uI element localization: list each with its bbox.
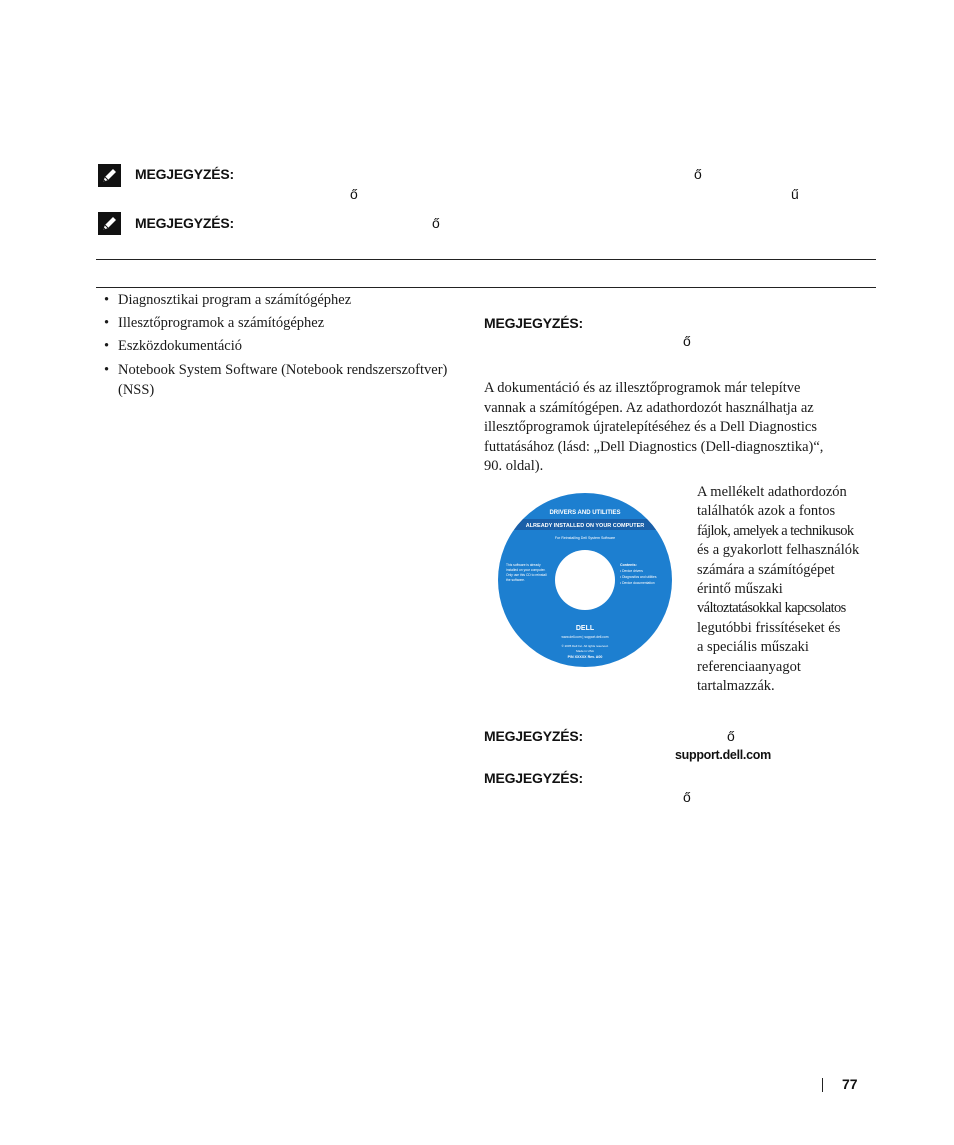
cd-description-line: A mellékelt adathordozón bbox=[697, 484, 847, 500]
cd-description-line: a speciális műszaki bbox=[697, 639, 809, 656]
cd-description-line: és a gyakorlott felhasználók bbox=[697, 542, 860, 559]
right-note-3-label: MEGJEGYZÉS: bbox=[484, 770, 583, 786]
top-note-2-char-1: ő bbox=[432, 215, 440, 231]
cd-description-line: legutóbbi frissítéseket és bbox=[697, 619, 841, 636]
note-pencil-icon bbox=[98, 212, 121, 235]
cd-description-line: találhatók azok a fontos bbox=[697, 503, 836, 520]
cd-description-line: referenciaanyagot bbox=[697, 658, 801, 675]
cd-contents-item: • Device documentation bbox=[620, 581, 655, 585]
cd-description-line: érintő műszaki bbox=[697, 581, 783, 598]
right-note-3-char: ő bbox=[683, 789, 691, 805]
cd-subtitle: For Reinstalling Dell System Software bbox=[554, 536, 616, 540]
page-number: 77 bbox=[842, 1076, 858, 1092]
paragraph-line: futtatásához (lásd: „Dell Diagnostics (Dell-diagnosztika)“, bbox=[484, 438, 824, 455]
cd-contents-item: • Diagnostics and utilities bbox=[620, 575, 657, 579]
top-note-2-label: MEGJEGYZÉS: bbox=[135, 215, 234, 231]
cd-description bbox=[697, 483, 877, 696]
top-note-1-char-1: ő bbox=[694, 166, 702, 182]
cd-left-text-line: installed on your computer. bbox=[506, 568, 546, 572]
cd-description-line: tartalmazzák. bbox=[697, 678, 775, 695]
cd-description-line: számára a számítógépet bbox=[697, 561, 835, 578]
cd-description-line: fájlok, amelyek a technikusok bbox=[697, 522, 854, 539]
list-item-continuation-text: (NSS) bbox=[118, 382, 155, 398]
note-pencil-icon bbox=[98, 164, 121, 187]
support-link[interactable]: support.dell.com bbox=[675, 748, 771, 762]
top-note-1-char-2: ő bbox=[350, 186, 358, 202]
table-top-rule bbox=[96, 259, 876, 260]
cd-contents-item: • Device drivers bbox=[620, 569, 643, 573]
list-item: • Diagnosztikai program a számítógéphez bbox=[104, 289, 474, 312]
list-item: • Eszközdokumentáció bbox=[104, 335, 474, 358]
table-header-rule bbox=[96, 287, 876, 288]
paragraph-line: vannak a számítógépen. Az adathordozót használhatja az bbox=[484, 399, 814, 416]
top-note-1-label: MEGJEGYZÉS: bbox=[135, 166, 234, 182]
cd-url: www.dell.com | support.dell.com bbox=[561, 635, 609, 639]
cd-left-text-line: This software is already bbox=[506, 563, 541, 567]
list-item-continuation bbox=[104, 380, 474, 400]
cd-bottom-line: P/N XXXXX Rev. A00 bbox=[567, 655, 603, 659]
cd-bottom-line: Made in USA bbox=[576, 649, 594, 653]
cd-brand-logo: DELL bbox=[575, 625, 595, 632]
paragraph-line: 90. oldal). bbox=[484, 458, 544, 474]
footer-separator bbox=[822, 1078, 823, 1092]
cd-contents-title: Contents: bbox=[620, 563, 637, 567]
list-item: • Notebook System Software (Notebook rendszerszoftver) bbox=[104, 360, 474, 380]
cd-left-text-line: Only use this CD to reinstall bbox=[506, 573, 547, 577]
paragraph-line: illesztőprogramok újratelepítéséhez és a Dell Diagnostics bbox=[484, 419, 817, 435]
cd-description-line: változtatásokkal kapcsolatos bbox=[697, 600, 846, 617]
content-list bbox=[104, 289, 474, 400]
cd-left-text-line: the software. bbox=[506, 578, 525, 582]
top-note-1-char-3: ű bbox=[791, 186, 799, 202]
right-note-2-label: MEGJEGYZÉS: bbox=[484, 728, 583, 744]
cd-bottom-line: © 2005 Dell Inc. All rights reserved. bbox=[561, 644, 609, 648]
drivers-utilities-cd-image bbox=[497, 492, 673, 668]
right-note-1-label: MEGJEGYZÉS: bbox=[484, 315, 583, 331]
list-item: • Illesztőprogramok a számítógéphez bbox=[104, 312, 474, 335]
right-note-2-char: ő bbox=[727, 728, 735, 744]
description-paragraph bbox=[484, 379, 879, 477]
right-note-1-char: ő bbox=[683, 333, 691, 349]
cd-banner: ALREADY INSTALLED ON YOUR COMPUTER bbox=[525, 523, 645, 529]
cd-center-hole bbox=[555, 550, 615, 610]
paragraph-line: A dokumentáció és az illesztőprogramok már telepítve bbox=[484, 380, 801, 396]
cd-title: DRIVERS AND UTILITIES bbox=[549, 510, 621, 516]
